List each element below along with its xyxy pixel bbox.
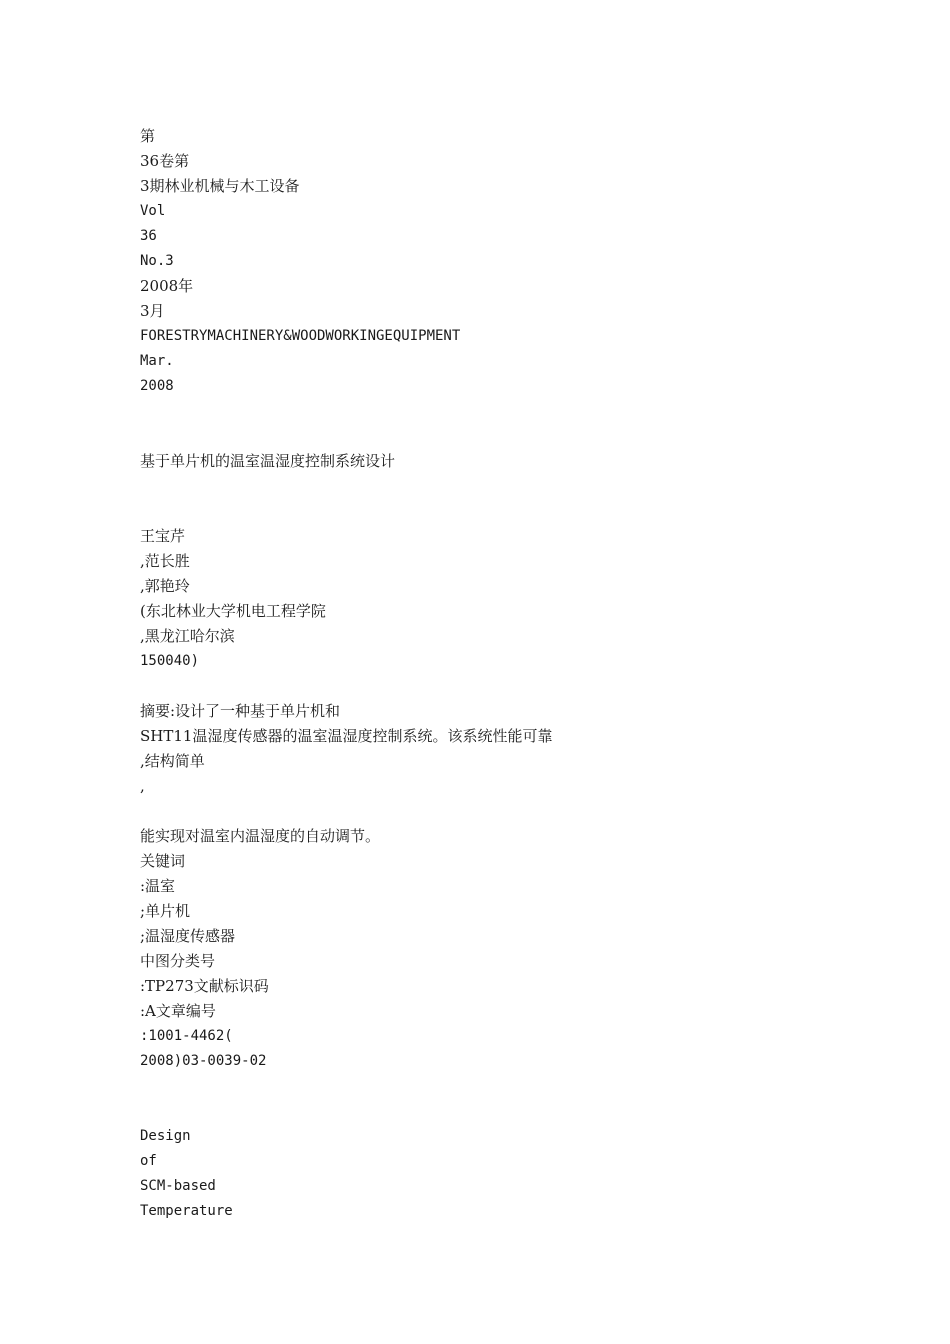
author-line: ,范长胜 [140, 552, 190, 570]
affiliation-line: (东北林业大学机电工程学院 [140, 602, 326, 620]
abstract-line: SHT11温湿度传感器的温室温湿度控制系统。该系统性能可靠 [140, 727, 553, 745]
header-line: 3期林业机械与木工设备 [140, 177, 300, 195]
classification-line: :TP273文献标识码 [140, 977, 269, 995]
abstract-block [140, 699, 900, 1074]
document-page [140, 124, 900, 1224]
header-line: Vol [140, 203, 166, 219]
author-line: 王宝芹 [140, 527, 186, 545]
keyword-line: ;单片机 [140, 902, 191, 920]
english-title-block [140, 1124, 900, 1224]
classification-line: 2008)03-0039-02 [140, 1053, 267, 1069]
header-line: No.3 [140, 253, 174, 269]
header-line: 36卷第 [140, 152, 190, 170]
english-title-line: SCM-based [140, 1178, 216, 1194]
keyword-line: :温室 [140, 877, 176, 895]
abstract-line: ,结构简单 [140, 752, 205, 770]
keywords-label: 关键词 [140, 852, 186, 870]
english-title-line: Temperature [140, 1203, 233, 1219]
header-line: Mar. [140, 353, 174, 369]
header-line: 3月 [140, 302, 165, 320]
abstract-line: , [140, 777, 145, 795]
affiliation-line: 150040) [140, 653, 200, 669]
classification-line: :A文章编号 [140, 1002, 216, 1020]
header-line: 第 [140, 127, 156, 145]
header-line: 36 [140, 228, 157, 244]
authors-block [140, 524, 900, 674]
header-line: FORESTRYMACHINERY&WOODWORKINGEQUIPMENT [140, 328, 461, 344]
header-line: 2008年 [140, 277, 194, 295]
english-title-line: Design [140, 1128, 191, 1144]
paper-title: 基于单片机的温室温湿度控制系统设计 [140, 452, 396, 470]
abstract-line: 摘要:设计了一种基于单片机和 [140, 702, 341, 720]
affiliation-line: ,黑龙江哈尔滨 [140, 627, 235, 645]
author-line: ,郭艳玲 [140, 577, 190, 595]
classification-label: 中图分类号 [140, 952, 216, 970]
journal-header [140, 124, 900, 399]
keyword-line: ;温湿度传感器 [140, 927, 236, 945]
english-title-line: of [140, 1153, 157, 1169]
classification-line: :1001-4462( [140, 1028, 233, 1044]
abstract-line: 能实现对温室内温湿度的自动调节。 [140, 827, 381, 845]
header-line: 2008 [140, 378, 174, 394]
